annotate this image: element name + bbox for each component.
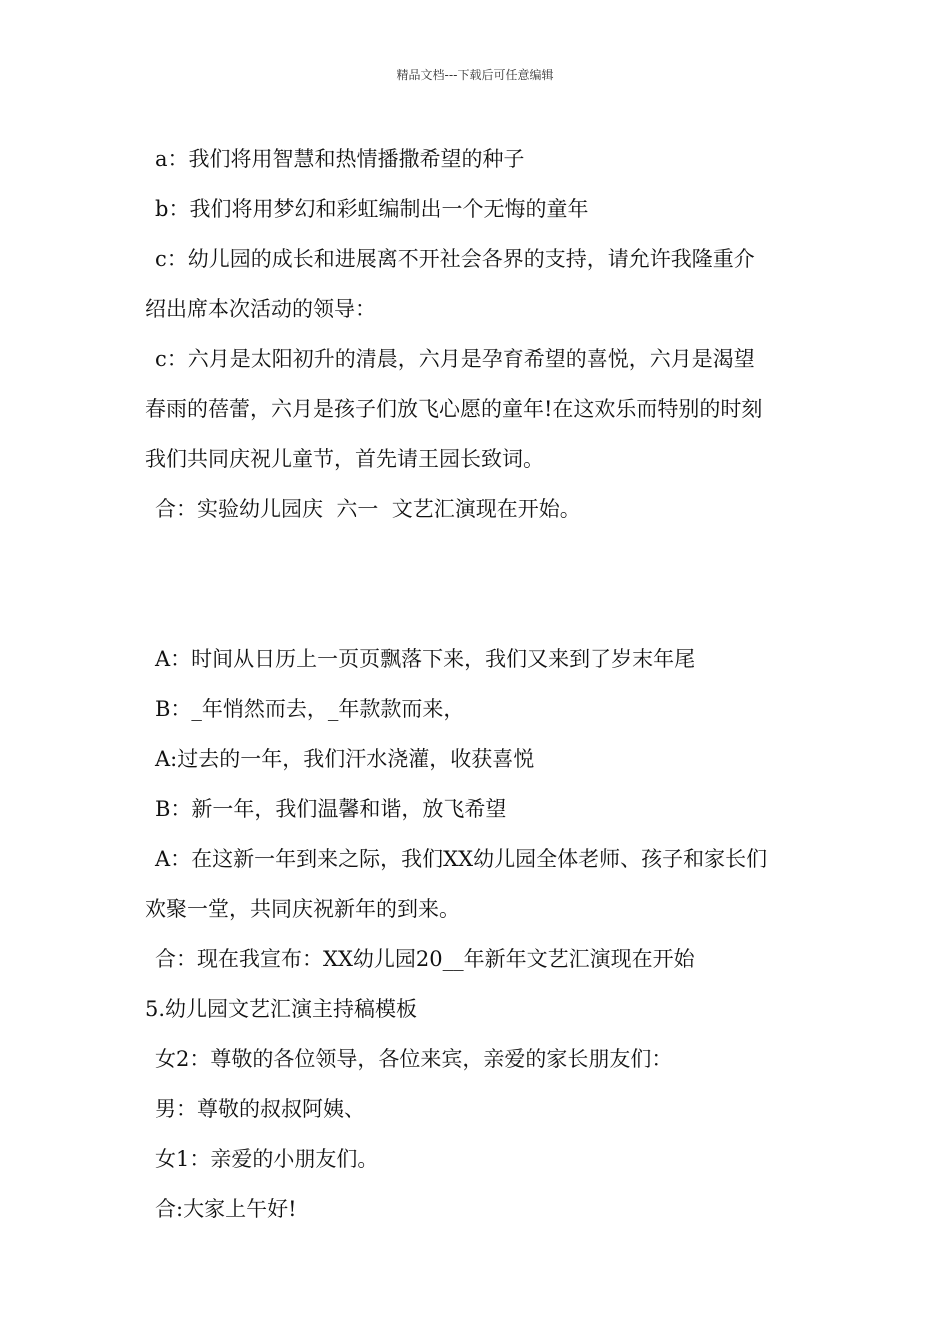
line-together-good-morning: 合:大家上午好! xyxy=(155,1197,297,1221)
section-heading-5: 5.幼儿园文艺汇演主持稿模板 xyxy=(145,997,418,1021)
line-female1-greeting: 女1：亲爱的小朋友们。 xyxy=(155,1147,379,1171)
line-male-greeting: 男：尊敬的叔叔阿姨、 xyxy=(155,1097,365,1121)
section-gap xyxy=(145,534,810,634)
page-header: 精品文档---下载后可任意编辑 xyxy=(396,68,554,82)
line-A-gathering-cont: 欢聚一堂，共同庆祝新年的到来。 xyxy=(145,897,460,921)
line-c-june: c：六月是太阳初升的清晨，六月是孕育希望的喜悦，六月是渴望 xyxy=(155,347,755,371)
line-together-announce: 合：现在我宣布：XX幼儿园20__年新年文艺汇演现在开始 xyxy=(155,947,695,971)
line-c-support: c：幼儿园的成长和进展离不开社会各界的支持，请允许我隆重介 xyxy=(155,247,755,271)
document-body xyxy=(145,134,810,1234)
line-female2-greeting: 女2：尊敬的各位领导，各位来宾，亲爱的家长朋友们： xyxy=(155,1047,673,1071)
line-B-new-year: B：新一年，我们温馨和谐，放飞希望 xyxy=(155,797,507,821)
line-c-june-cont-1: 春雨的蓓蕾，六月是孩子们放飞心愿的童年!在这欢乐而特别的时刻 xyxy=(145,397,763,421)
line-A-gathering: A：在这新一年到来之际，我们XX幼儿园全体老师、孩子和家长们 xyxy=(155,847,768,871)
line-c-support-cont: 绍出席本次活动的领导： xyxy=(145,297,376,321)
line-A-calendar: A：时间从日历上一页页飘落下来，我们又来到了岁末年尾 xyxy=(155,647,696,671)
line-A-past: A:过去的一年，我们汗水浇灌，收获喜悦 xyxy=(155,747,535,771)
line-c-june-cont-2: 我们共同庆祝儿童节，首先请王园长致词。 xyxy=(145,447,544,471)
line-a-wisdom: a：我们将用智慧和热情播撒希望的种子 xyxy=(155,147,525,171)
line-B-year: B：_年悄然而去，_年款款而来， xyxy=(155,697,465,721)
line-b-dream: b：我们将用梦幻和彩虹编制出一个无悔的童年 xyxy=(155,197,589,221)
line-together-start: 合：实验幼儿园庆 六一 文艺汇演现在开始。 xyxy=(155,497,581,521)
